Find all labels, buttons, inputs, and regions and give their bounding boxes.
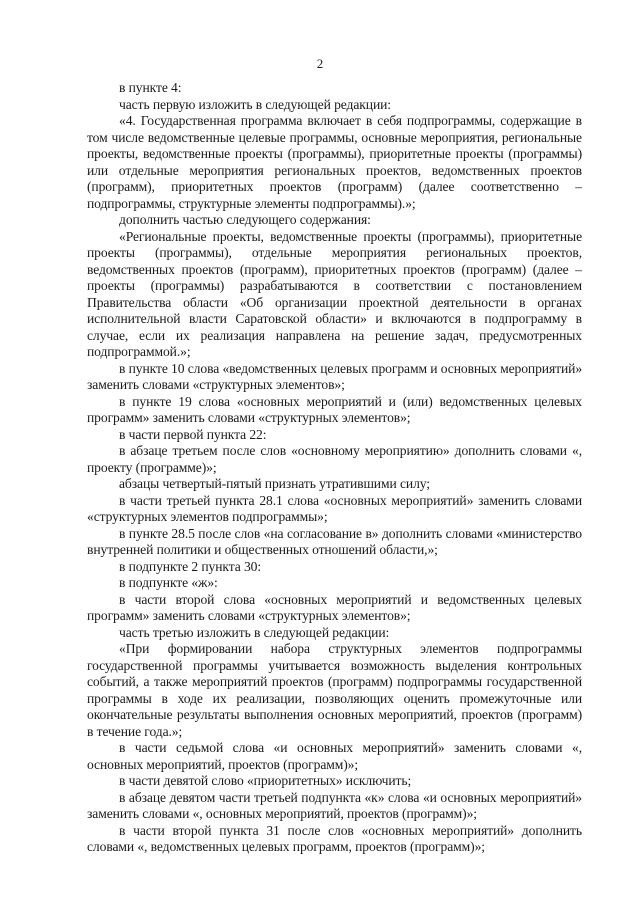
paragraph: в части второй слова «основных мероприятий и ведомственных целевых программ» заменить словами «структурных элементов»; — [87, 591, 582, 623]
paragraph: «4. Государственная программа включает в себя подпрограммы, содержащие в том числе ведомственные целевые программы, основные мероприятия, региональные проекты, ведомственные проекты (программы), приоритетные проекты (программы) или отдельные мероприятия региональных проектов, ведомственных проектов (программ), приоритетных проектов (программ) (далее соответственно – подпрограммы, структурные элементы подпрограммы).»; — [87, 113, 582, 211]
paragraph: в части второй пункта 31 после слов «основных мероприятий» дополнить словами «, ведомственных целевых программ, проектов (программ)»; — [87, 822, 582, 854]
paragraph: «Региональные проекты, ведомственные проекты (программы), приоритетные проекты (программы), отдельные мероприятия региональных проектов, ведомственных проектов (программ), приоритетных проектов (программ) (далее – проекты (программы) разрабатываются в соответствии с постановлением Правительства области «Об организации проектной деятельности в органах исполнительной власти Саратовской области» и включаются в подпрограмму в случае, если их реализация направлена на решение задач, предусмотренных подпрограммой.»; — [87, 228, 582, 359]
paragraph: в пункте 28.5 после слов «на согласование в» дополнить словами «министерство внутренней политики и общественных отношений области,»; — [87, 525, 582, 557]
paragraph: в подпункте «ж»: — [119, 575, 218, 590]
paragraph: в части третьей пункта 28.1 слова «основных мероприятий» заменить словами «структурных элементов подпрограммы»; — [87, 492, 582, 524]
page-number: 2 — [316, 56, 324, 71]
document-body — [87, 80, 582, 856]
paragraph: дополнить частью следующего содержания: — [119, 212, 371, 227]
paragraph: в части седьмой слова «и основных мероприятий» заменить словами «, основных мероприятий, проектов (программ)»; — [87, 740, 582, 772]
paragraph: в части девятой слово «приоритетных» исключить; — [119, 773, 412, 788]
paragraph: в абзаце третьем после слов «основному мероприятию» дополнить словами «, проекту (программе)»; — [87, 443, 582, 475]
paragraph: абзацы четвертый-пятый признать утратившими силу; — [119, 476, 430, 491]
paragraph: часть третью изложить в следующей редакции: — [119, 624, 390, 640]
paragraph: в части первой пункта 22: — [119, 426, 267, 442]
paragraph: часть первую изложить в следующей редакции: — [119, 96, 391, 112]
paragraph: в пункте 4: — [119, 80, 182, 95]
paragraph: в подпункте 2 пункта 30: — [119, 558, 262, 574]
paragraph: в абзаце девятом части третьей подпункта «к» слова «и основных мероприятий» заменить словами «, основных мероприятий, проектов (программ)»; — [87, 789, 582, 821]
paragraph: в пункте 10 слова «ведомственных целевых программ и основных мероприятий» заменить словами «структурных элементов»; — [87, 360, 583, 392]
paragraph: в пункте 19 слова «основных мероприятий и (или) ведомственных целевых программ» заменить словами «структурных элементов»; — [87, 393, 582, 425]
paragraph: «При формировании набора структурных элементов подпрограммы государственной программы учитывается возможность выделения контрольных событий, а также мероприятий проектов (программ) подпрограммы государственной программы в ходе их реализации, позволяющих оценить промежуточные или окончательные результаты выполнения основных мероприятий, проектов (программ) в течение года.»; — [87, 641, 582, 739]
